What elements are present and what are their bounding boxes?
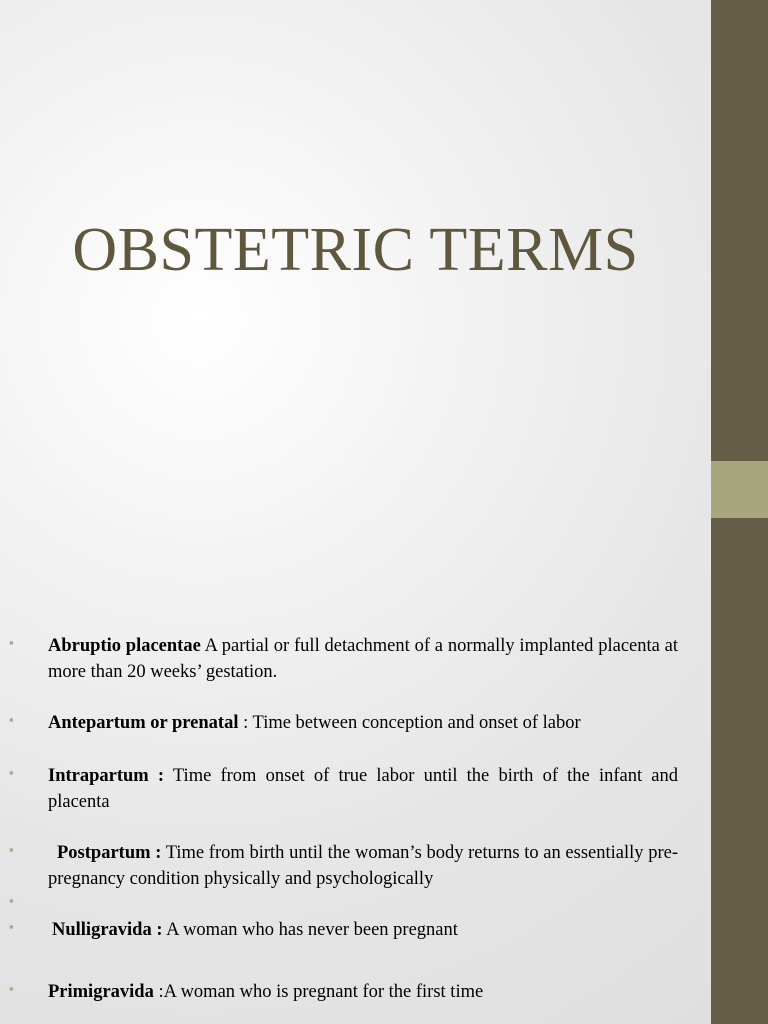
term-label: Intrapartum : [48,766,165,786]
list-item [48,763,678,815]
term-definition: Time from birth until the woman’s body returns to an essentially pre-pregnancy condition physically and psychologically [48,843,678,889]
list-item [48,840,678,892]
term-label: Postpartum : [57,843,162,863]
term-definition: A partial or full detachment of a normally implanted placenta at more than 20 weeks’ gestation. [48,636,679,682]
bullet-icon: ▪ [9,712,14,727]
term-label: Antepartum or prenatal [48,713,239,733]
slide-title: OBSTETRIC TERMS [72,216,639,284]
term-label: Primigravida [48,982,154,1002]
list-item [48,979,678,1005]
bullet-icon: ▪ [9,893,14,908]
term-definition: Time from onset of true labor until the birth of the infant and placenta [48,766,678,812]
bullet-icon: ▪ [9,981,14,996]
bullet-icon: ▪ [9,919,14,934]
bullet-icon: ▪ [9,765,14,780]
list-item [48,917,678,943]
list-item [48,710,678,736]
bullet-icon: ▪ [9,635,14,650]
list-item [48,633,678,685]
term-definition: A woman who has never been pregnant [162,920,458,940]
sidebar-accent-band [711,461,768,518]
bullet-icon: ▪ [9,842,14,857]
term-label: Abruptio placentae [48,636,201,656]
term-label: Nulligravida : [52,920,163,940]
term-definition: :A woman who is pregnant for the first time [153,982,484,1002]
term-definition: : Time between conception and onset of labor [238,713,581,733]
